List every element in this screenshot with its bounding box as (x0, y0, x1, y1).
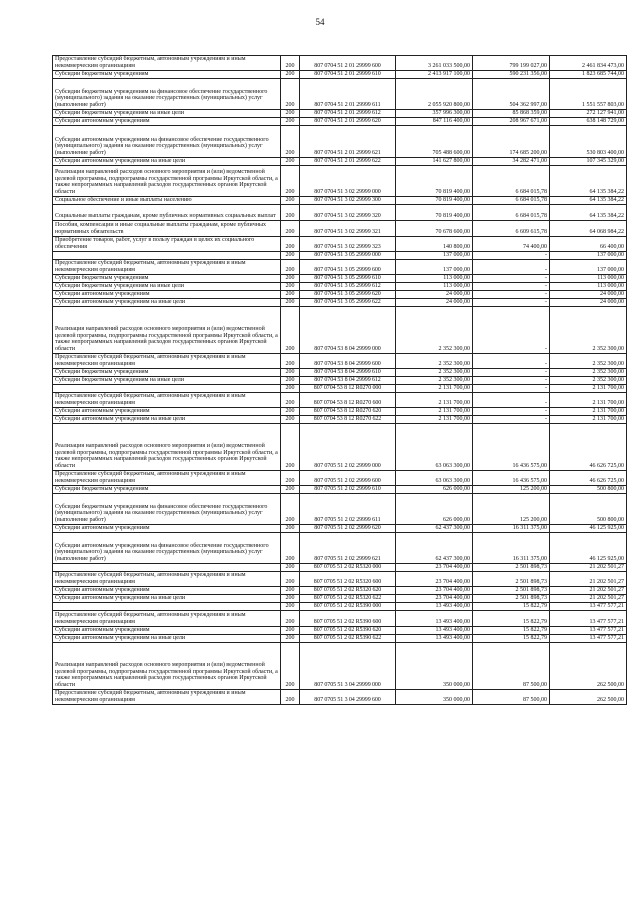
row-name-cell: Предоставление субсидий бюджетным, автономным учреждениям и иным некоммерческим организациям (53, 611, 281, 627)
row-name-cell: Предоставление субсидий бюджетным, автономным учреждениям и иным некоммерческим организациям (53, 572, 281, 587)
row-subcode-cell: 200 (281, 205, 300, 221)
row-approved-amount-cell: 2 352 300,00 (396, 377, 473, 385)
row-name-cell (53, 564, 281, 572)
row-remaining-amount-cell: 13 477 577,21 (550, 603, 627, 611)
row-executed-amount-cell: - (473, 416, 550, 424)
row-subcode-cell: 200 (281, 110, 300, 118)
row-remaining-amount-cell: 262 500,00 (550, 643, 627, 690)
row-remaining-amount-cell: 46 125 925,00 (550, 525, 627, 533)
table-row (53, 299, 627, 307)
row-subcode-cell: 200 (281, 126, 300, 158)
row-remaining-amount-cell: 21 202 501,27 (550, 587, 627, 595)
row-subcode-cell: 200 (281, 690, 300, 705)
table-row (53, 118, 627, 126)
row-subcode-cell: 200 (281, 494, 300, 525)
row-remaining-amount-cell: 13 477 577,21 (550, 611, 627, 627)
row-classification-code-cell: 807 0704 53 8 04 29999 612 (300, 377, 396, 385)
row-classification-code-cell: 807 0704 51 3 05 29999 622 (300, 299, 396, 307)
row-executed-amount-cell: - (473, 393, 550, 408)
row-classification-code-cell: 807 0704 51 3 05 29999 000 (300, 252, 396, 260)
row-executed-amount-cell: 15 822,79 (473, 627, 550, 635)
table-row (53, 369, 627, 377)
row-classification-code-cell: 807 0704 51 3 02 29999 320 (300, 205, 396, 221)
row-executed-amount-cell: 125 200,00 (473, 494, 550, 525)
row-classification-code-cell: 807 0705 51 2 02 29999 621 (300, 533, 396, 564)
row-name-cell: Субсидии автономным учреждениям (53, 291, 281, 299)
row-classification-code-cell: 807 0705 51 2 02 R5320 600 (300, 572, 396, 587)
row-subcode-cell: 200 (281, 408, 300, 416)
row-subcode-cell: 200 (281, 197, 300, 205)
row-subcode-cell: 200 (281, 275, 300, 283)
row-subcode-cell: 200 (281, 377, 300, 385)
table-row (53, 110, 627, 118)
row-subcode-cell: 200 (281, 354, 300, 369)
row-remaining-amount-cell: 46 626 725,00 (550, 471, 627, 486)
row-remaining-amount-cell: 64 135 384,22 (550, 205, 627, 221)
row-remaining-amount-cell: 24 000,00 (550, 299, 627, 307)
row-classification-code-cell: 807 0705 51 2 02 R5320 620 (300, 587, 396, 595)
row-name-cell: Предоставление субсидий бюджетным, автономным учреждениям и иным некоммерческим организациям (53, 260, 281, 275)
table-row (53, 166, 627, 197)
row-executed-amount-cell: 16 436 575,00 (473, 471, 550, 486)
row-classification-code-cell: 807 0704 51 2 01 29999 612 (300, 110, 396, 118)
row-subcode-cell: 200 (281, 486, 300, 494)
row-executed-amount-cell: - (473, 291, 550, 299)
table-row (53, 603, 627, 611)
row-approved-amount-cell: 70 819 400,00 (396, 205, 473, 221)
row-executed-amount-cell: 16 311 375,00 (473, 533, 550, 564)
row-classification-code-cell: 807 0704 51 3 02 29999 000 (300, 166, 396, 197)
row-approved-amount-cell: 13 493 400,00 (396, 603, 473, 611)
table-row (53, 71, 627, 79)
row-remaining-amount-cell: 21 202 501,27 (550, 595, 627, 603)
row-remaining-amount-cell: 530 803 400,00 (550, 126, 627, 158)
row-approved-amount-cell: 141 627 800,00 (396, 158, 473, 166)
row-approved-amount-cell: 63 063 300,00 (396, 471, 473, 486)
row-approved-amount-cell: 13 493 400,00 (396, 627, 473, 635)
table-row (53, 627, 627, 635)
row-name-cell: Субсидии бюджетным учреждениям на финансовое обеспечение государственного (муниципального) задания на оказание государственных (муниципальных) услуг (выполнение работ) (53, 494, 281, 525)
row-remaining-amount-cell: 2 461 834 473,00 (550, 56, 627, 71)
row-subcode-cell: 200 (281, 564, 300, 572)
row-executed-amount-cell: - (473, 369, 550, 377)
table-row (53, 690, 627, 705)
row-subcode-cell: 200 (281, 627, 300, 635)
row-approved-amount-cell: 137 000,00 (396, 260, 473, 275)
row-remaining-amount-cell: 46 626 725,00 (550, 424, 627, 471)
row-name-cell: Субсидии бюджетным учреждениям (53, 275, 281, 283)
row-name-cell: Социальные выплаты гражданам, кроме публичных нормативных социальных выплат (53, 205, 281, 221)
table-row (53, 595, 627, 603)
row-executed-amount-cell: 34 282 471,00 (473, 158, 550, 166)
row-classification-code-cell: 807 0704 51 3 05 29999 600 (300, 260, 396, 275)
row-remaining-amount-cell: 46 125 925,00 (550, 533, 627, 564)
row-remaining-amount-cell: 2 352 300,00 (550, 307, 627, 354)
row-name-cell: Реализация направлений расходов основного мероприятия и (или) ведомственной целевой программы, подпрограммы государственной программы Иркутской области, а также непрограммных направлений расходов государственных органов Иркутской области (53, 643, 281, 690)
row-remaining-amount-cell: 2 131 700,00 (550, 416, 627, 424)
table-row (53, 197, 627, 205)
row-classification-code-cell: 807 0704 53 8 04 29999 000 (300, 307, 396, 354)
row-name-cell: Субсидии бюджетным учреждениям (53, 486, 281, 494)
row-classification-code-cell: 807 0705 51 2 02 R5390 000 (300, 603, 396, 611)
row-subcode-cell: 200 (281, 71, 300, 79)
row-subcode-cell: 200 (281, 572, 300, 587)
row-name-cell: Пособия, компенсации и иные социальные выплаты гражданам, кроме публичных нормативных обязательств (53, 221, 281, 237)
row-name-cell: Предоставление субсидий бюджетным, автономным учреждениям и иным некоммерческим организациям (53, 56, 281, 71)
row-classification-code-cell: 807 0704 51 2 01 29999 610 (300, 71, 396, 79)
row-remaining-amount-cell: 2 352 300,00 (550, 377, 627, 385)
row-approved-amount-cell: 70 678 600,00 (396, 221, 473, 237)
table-row (53, 79, 627, 110)
row-subcode-cell: 200 (281, 471, 300, 486)
table-row (53, 486, 627, 494)
row-approved-amount-cell: 350 000,00 (396, 690, 473, 705)
table-row (53, 283, 627, 291)
table-row (53, 525, 627, 533)
row-remaining-amount-cell: 64 135 384,22 (550, 197, 627, 205)
row-classification-code-cell: 807 0705 51 2 02 29999 610 (300, 486, 396, 494)
row-approved-amount-cell: 140 800,00 (396, 237, 473, 252)
row-classification-code-cell: 807 0704 53 8 04 29999 600 (300, 354, 396, 369)
row-approved-amount-cell: 847 116 400,00 (396, 118, 473, 126)
row-classification-code-cell: 807 0705 51 2 02 29999 000 (300, 424, 396, 471)
table-row (53, 56, 627, 71)
row-remaining-amount-cell: 638 148 729,00 (550, 118, 627, 126)
row-name-cell: Субсидии автономным учреждениям (53, 587, 281, 595)
row-classification-code-cell: 807 0705 51 2 02 R5390 600 (300, 611, 396, 627)
row-classification-code-cell: 807 0704 51 3 02 29999 300 (300, 197, 396, 205)
row-executed-amount-cell: 87 500,00 (473, 690, 550, 705)
row-name-cell: Предоставление субсидий бюджетным, автономным учреждениям и иным некоммерческим организациям (53, 393, 281, 408)
table-row (53, 158, 627, 166)
row-classification-code-cell: 807 0704 51 3 02 29999 323 (300, 237, 396, 252)
row-executed-amount-cell: 174 685 200,00 (473, 126, 550, 158)
table-row (53, 416, 627, 424)
row-approved-amount-cell: 2 055 920 800,00 (396, 79, 473, 110)
row-approved-amount-cell: 2 352 300,00 (396, 369, 473, 377)
row-remaining-amount-cell: 64 068 984,22 (550, 221, 627, 237)
row-classification-code-cell: 807 0705 51 2 02 29999 611 (300, 494, 396, 525)
row-subcode-cell: 200 (281, 369, 300, 377)
row-name-cell (53, 252, 281, 260)
row-name-cell (53, 385, 281, 393)
row-executed-amount-cell: - (473, 307, 550, 354)
row-subcode-cell: 200 (281, 533, 300, 564)
table-row (53, 393, 627, 408)
row-name-cell: Субсидии автономным учреждениям на иные цели (53, 595, 281, 603)
row-approved-amount-cell: 113 000,00 (396, 275, 473, 283)
row-approved-amount-cell: 24 000,00 (396, 291, 473, 299)
row-classification-code-cell: 807 0704 51 2 01 29999 611 (300, 79, 396, 110)
table-row (53, 237, 627, 252)
row-name-cell: Субсидии автономным учреждениям на иные цели (53, 299, 281, 307)
row-remaining-amount-cell: 2 352 300,00 (550, 369, 627, 377)
row-approved-amount-cell: 705 488 600,00 (396, 126, 473, 158)
row-approved-amount-cell: 2 413 917 100,00 (396, 71, 473, 79)
row-name-cell: Субсидии бюджетным учреждениям (53, 369, 281, 377)
table-row (53, 126, 627, 158)
row-remaining-amount-cell: 272 127 941,00 (550, 110, 627, 118)
row-remaining-amount-cell: 107 345 329,00 (550, 158, 627, 166)
row-approved-amount-cell: 23 704 400,00 (396, 572, 473, 587)
row-approved-amount-cell: 3 261 033 500,00 (396, 56, 473, 71)
row-classification-code-cell: 807 0704 53 8 12 R0270 622 (300, 416, 396, 424)
row-approved-amount-cell: 2 352 300,00 (396, 354, 473, 369)
row-approved-amount-cell: 137 000,00 (396, 252, 473, 260)
row-name-cell: Субсидии автономным учреждениям на иные цели (53, 158, 281, 166)
table-row (53, 354, 627, 369)
row-name-cell: Субсидии автономным учреждениям на иные цели (53, 416, 281, 424)
row-classification-code-cell: 807 0704 51 3 05 29999 610 (300, 275, 396, 283)
row-subcode-cell: 200 (281, 393, 300, 408)
row-classification-code-cell: 807 0704 53 8 12 R0270 600 (300, 393, 396, 408)
row-classification-code-cell: 807 0705 51 2 02 29999 600 (300, 471, 396, 486)
row-executed-amount-cell: 16 436 575,00 (473, 424, 550, 471)
row-name-cell: Субсидии бюджетным учреждениям на иные цели (53, 283, 281, 291)
row-name-cell: Субсидии бюджетным учреждениям на финансовое обеспечение государственного (муниципального) задания на оказание государственных (муниципальных) услуг (выполнение работ) (53, 79, 281, 110)
row-approved-amount-cell: 113 000,00 (396, 283, 473, 291)
row-classification-code-cell: 807 0705 51 2 02 R5390 622 (300, 635, 396, 643)
row-approved-amount-cell: 62 437 300,00 (396, 525, 473, 533)
row-classification-code-cell: 807 0704 51 2 01 29999 621 (300, 126, 396, 158)
row-approved-amount-cell: 2 131 700,00 (396, 408, 473, 416)
row-executed-amount-cell: 74 400,00 (473, 237, 550, 252)
row-approved-amount-cell: 2 131 700,00 (396, 393, 473, 408)
row-approved-amount-cell: 350 000,00 (396, 643, 473, 690)
row-remaining-amount-cell: 13 477 577,21 (550, 627, 627, 635)
row-remaining-amount-cell: 66 400,00 (550, 237, 627, 252)
row-classification-code-cell: 807 0705 51 2 02 R5320 000 (300, 564, 396, 572)
row-approved-amount-cell: 24 000,00 (396, 299, 473, 307)
table-row (53, 221, 627, 237)
row-approved-amount-cell: 70 819 400,00 (396, 197, 473, 205)
row-subcode-cell: 200 (281, 424, 300, 471)
row-name-cell: Реализация направлений расходов основного мероприятия и (или) ведомственной целевой программы, подпрограммы государственной программы Иркутской области, а также непрограммных направлений расходов государственных органов Иркутской области (53, 166, 281, 197)
table-row (53, 260, 627, 275)
page-number: 54 (315, 17, 325, 27)
row-classification-code-cell: 807 0704 51 2 01 29999 620 (300, 118, 396, 126)
row-executed-amount-cell: 15 822,79 (473, 635, 550, 643)
row-executed-amount-cell: 504 362 997,00 (473, 79, 550, 110)
table-row (53, 471, 627, 486)
row-classification-code-cell: 807 0704 51 2 01 29999 622 (300, 158, 396, 166)
row-subcode-cell: 200 (281, 525, 300, 533)
row-executed-amount-cell: 85 868 359,00 (473, 110, 550, 118)
row-name-cell: Субсидии автономным учреждениям (53, 525, 281, 533)
table-row (53, 205, 627, 221)
row-executed-amount-cell: 208 967 671,00 (473, 118, 550, 126)
table-row (53, 252, 627, 260)
row-classification-code-cell: 807 0704 51 3 02 29999 321 (300, 221, 396, 237)
row-subcode-cell: 200 (281, 307, 300, 354)
row-approved-amount-cell: 23 704 400,00 (396, 587, 473, 595)
row-name-cell: Социальное обеспечение и иные выплаты населению (53, 197, 281, 205)
row-name-cell: Реализация направлений расходов основного мероприятия и (или) ведомственной целевой программы, подпрограммы государственной программы Иркутской области, а также непрограммных направлений расходов государственных органов Иркутской области (53, 307, 281, 354)
table-row (53, 611, 627, 627)
row-name-cell: Субсидии автономным учреждениям на финансовое обеспечение государственного (муниципального) задания на оказание государственных (муниципальных) услуг (выполнение работ) (53, 533, 281, 564)
row-classification-code-cell: 807 0705 51 2 02 29999 620 (300, 525, 396, 533)
row-executed-amount-cell: - (473, 260, 550, 275)
row-subcode-cell: 200 (281, 587, 300, 595)
row-approved-amount-cell: 357 996 300,00 (396, 110, 473, 118)
row-remaining-amount-cell: 21 202 501,27 (550, 564, 627, 572)
row-remaining-amount-cell: 113 000,00 (550, 275, 627, 283)
row-subcode-cell: 200 (281, 291, 300, 299)
table-row (53, 635, 627, 643)
row-executed-amount-cell: - (473, 283, 550, 291)
row-executed-amount-cell: 6 684 015,78 (473, 197, 550, 205)
row-executed-amount-cell: - (473, 377, 550, 385)
row-executed-amount-cell: 2 501 898,73 (473, 572, 550, 587)
row-classification-code-cell: 807 0704 51 3 05 29999 620 (300, 291, 396, 299)
table-row (53, 408, 627, 416)
row-remaining-amount-cell: 500 800,00 (550, 494, 627, 525)
row-executed-amount-cell: 6 684 015,78 (473, 166, 550, 197)
row-subcode-cell: 200 (281, 260, 300, 275)
row-executed-amount-cell: - (473, 408, 550, 416)
row-remaining-amount-cell: 2 131 700,00 (550, 408, 627, 416)
row-remaining-amount-cell: 262 500,00 (550, 690, 627, 705)
row-executed-amount-cell: 2 501 898,73 (473, 595, 550, 603)
row-executed-amount-cell: - (473, 385, 550, 393)
table-row (53, 275, 627, 283)
row-name-cell: Субсидии автономным учреждениям на финансовое обеспечение государственного (муниципального) задания на оказание государственных (муниципальных) услуг (выполнение работ) (53, 126, 281, 158)
row-executed-amount-cell: 2 501 898,73 (473, 564, 550, 572)
row-subcode-cell: 200 (281, 643, 300, 690)
row-subcode-cell: 200 (281, 635, 300, 643)
row-name-cell: Предоставление субсидий бюджетным, автономным учреждениям и иным некоммерческим организациям (53, 354, 281, 369)
row-name-cell: Субсидии бюджетным учреждениям на иные цели (53, 377, 281, 385)
row-remaining-amount-cell: 1 823 685 744,00 (550, 71, 627, 79)
row-subcode-cell: 200 (281, 118, 300, 126)
row-remaining-amount-cell: 64 135 384,22 (550, 166, 627, 197)
row-remaining-amount-cell: 1 551 557 803,00 (550, 79, 627, 110)
row-executed-amount-cell: - (473, 275, 550, 283)
row-classification-code-cell: 807 0704 51 2 01 29999 600 (300, 56, 396, 71)
row-name-cell: Субсидии бюджетным учреждениям на иные цели (53, 110, 281, 118)
row-executed-amount-cell: 799 199 027,00 (473, 56, 550, 71)
row-executed-amount-cell: 2 501 898,73 (473, 587, 550, 595)
row-subcode-cell: 200 (281, 221, 300, 237)
row-subcode-cell: 200 (281, 79, 300, 110)
row-subcode-cell: 200 (281, 158, 300, 166)
row-classification-code-cell: 807 0705 51 2 02 R5320 622 (300, 595, 396, 603)
row-name-cell: Субсидии автономным учреждениям (53, 118, 281, 126)
budget-execution-table (52, 55, 627, 705)
row-remaining-amount-cell: 24 000,00 (550, 291, 627, 299)
row-executed-amount-cell: - (473, 354, 550, 369)
row-classification-code-cell: 807 0704 53 8 12 R0270 000 (300, 385, 396, 393)
row-name-cell: Субсидии бюджетным учреждениям (53, 71, 281, 79)
row-executed-amount-cell: 15 822,79 (473, 611, 550, 627)
table-row (53, 643, 627, 690)
row-subcode-cell: 200 (281, 299, 300, 307)
row-name-cell: Приобретение товаров, работ, услуг в пользу граждан в целях их социального обеспечения (53, 237, 281, 252)
table-row (53, 385, 627, 393)
row-remaining-amount-cell: 137 000,00 (550, 260, 627, 275)
table-row (53, 572, 627, 587)
row-classification-code-cell: 807 0704 53 8 04 29999 610 (300, 369, 396, 377)
row-approved-amount-cell: 62 437 300,00 (396, 533, 473, 564)
row-subcode-cell: 200 (281, 603, 300, 611)
row-remaining-amount-cell: 2 352 300,00 (550, 354, 627, 369)
row-subcode-cell: 200 (281, 416, 300, 424)
table-row (53, 291, 627, 299)
row-remaining-amount-cell: 137 000,00 (550, 252, 627, 260)
row-remaining-amount-cell: 500 800,00 (550, 486, 627, 494)
row-classification-code-cell: 807 0705 51 3 04 29999 600 (300, 690, 396, 705)
table-row (53, 424, 627, 471)
table-row (53, 564, 627, 572)
row-approved-amount-cell: 23 704 400,00 (396, 564, 473, 572)
row-subcode-cell: 200 (281, 166, 300, 197)
table-row (53, 587, 627, 595)
row-subcode-cell: 200 (281, 595, 300, 603)
row-subcode-cell: 200 (281, 56, 300, 71)
row-subcode-cell: 200 (281, 252, 300, 260)
table-row (53, 377, 627, 385)
row-name-cell: Субсидии автономным учреждениям (53, 408, 281, 416)
row-executed-amount-cell: 6 684 015,78 (473, 205, 550, 221)
row-subcode-cell: 200 (281, 283, 300, 291)
row-name-cell: Предоставление субсидий бюджетным, автономным учреждениям и иным некоммерческим организациям (53, 690, 281, 705)
row-approved-amount-cell: 63 063 300,00 (396, 424, 473, 471)
row-approved-amount-cell: 2 352 300,00 (396, 307, 473, 354)
row-approved-amount-cell: 626 000,00 (396, 494, 473, 525)
row-subcode-cell: 200 (281, 237, 300, 252)
row-approved-amount-cell: 13 493 400,00 (396, 611, 473, 627)
table-row (53, 494, 627, 525)
row-approved-amount-cell: 626 000,00 (396, 486, 473, 494)
row-name-cell: Субсидии автономным учреждениям на иные цели (53, 635, 281, 643)
row-classification-code-cell: 807 0704 51 3 05 29999 612 (300, 283, 396, 291)
row-executed-amount-cell: 16 311 375,00 (473, 525, 550, 533)
row-remaining-amount-cell: 113 000,00 (550, 283, 627, 291)
row-executed-amount-cell: 6 609 615,78 (473, 221, 550, 237)
row-name-cell: Реализация направлений расходов основного мероприятия и (или) ведомственной целевой программы, подпрограммы государственной программы Иркутской области, а также непрограммных направлений расходов государственных органов Иркутской области (53, 424, 281, 471)
row-remaining-amount-cell: 21 202 501,27 (550, 572, 627, 587)
row-executed-amount-cell: - (473, 252, 550, 260)
row-subcode-cell: 200 (281, 385, 300, 393)
row-subcode-cell: 200 (281, 611, 300, 627)
row-classification-code-cell: 807 0704 53 8 12 R0270 620 (300, 408, 396, 416)
row-approved-amount-cell: 13 493 400,00 (396, 635, 473, 643)
row-remaining-amount-cell: 2 131 700,00 (550, 393, 627, 408)
row-executed-amount-cell: 590 231 356,00 (473, 71, 550, 79)
row-approved-amount-cell: 70 819 400,00 (396, 166, 473, 197)
row-approved-amount-cell: 23 704 400,00 (396, 595, 473, 603)
row-classification-code-cell: 807 0705 51 2 02 R5390 620 (300, 627, 396, 635)
row-approved-amount-cell: 2 131 700,00 (396, 416, 473, 424)
row-executed-amount-cell: 125 200,00 (473, 486, 550, 494)
row-name-cell (53, 603, 281, 611)
table-row (53, 533, 627, 564)
row-remaining-amount-cell: 13 477 577,21 (550, 635, 627, 643)
row-executed-amount-cell: 87 500,00 (473, 643, 550, 690)
row-executed-amount-cell: 15 822,79 (473, 603, 550, 611)
row-executed-amount-cell: - (473, 299, 550, 307)
table-row (53, 307, 627, 354)
row-name-cell: Предоставление субсидий бюджетным, автономным учреждениям и иным некоммерческим организациям (53, 471, 281, 486)
row-remaining-amount-cell: 2 131 700,00 (550, 385, 627, 393)
table-body (53, 56, 627, 705)
row-name-cell: Субсидии автономным учреждениям (53, 627, 281, 635)
row-classification-code-cell: 807 0705 51 3 04 29999 000 (300, 643, 396, 690)
row-approved-amount-cell: 2 131 700,00 (396, 385, 473, 393)
